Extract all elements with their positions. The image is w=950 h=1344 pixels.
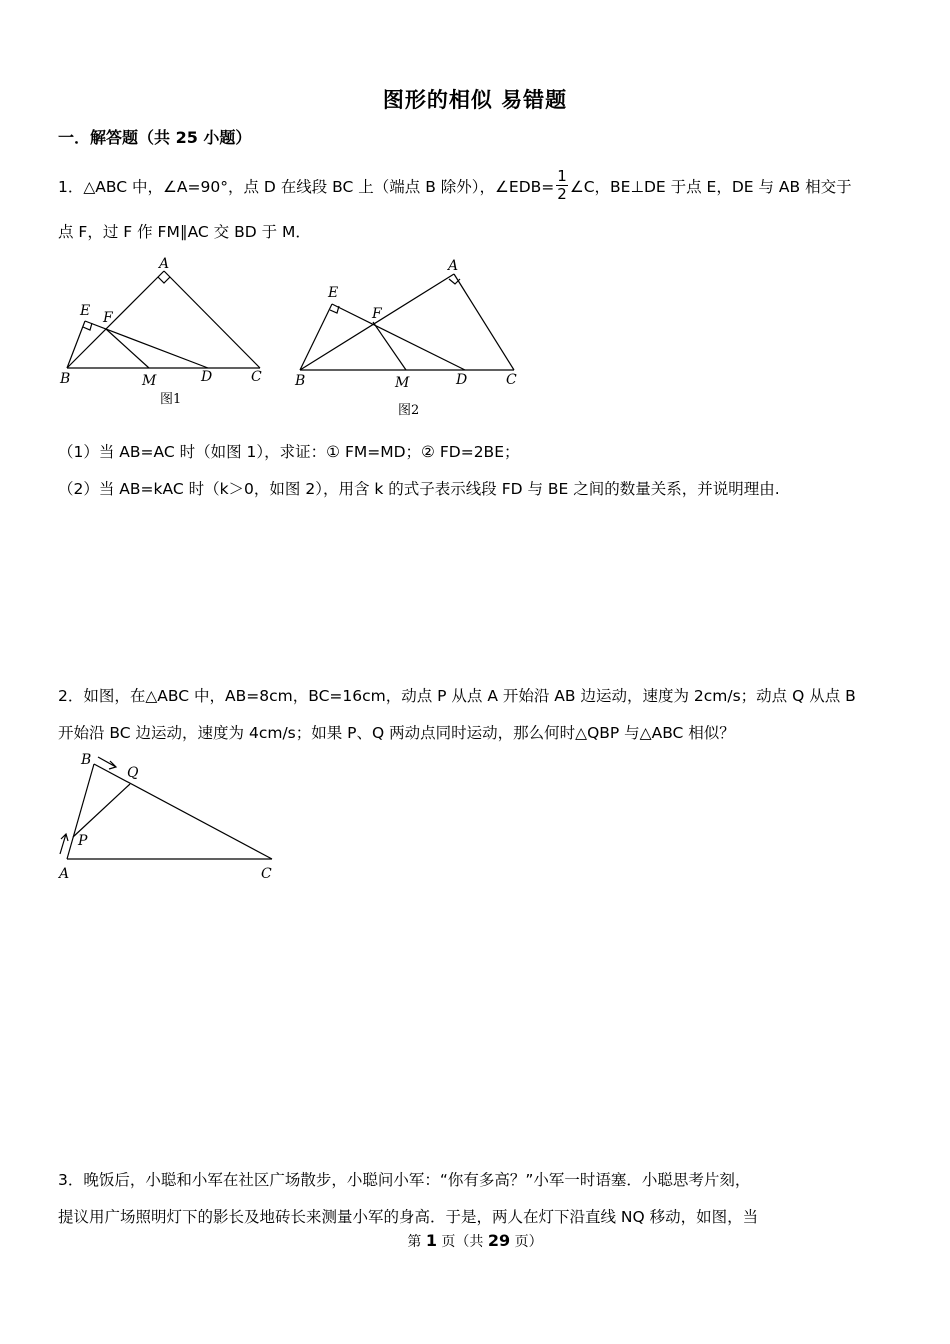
label-E: E <box>80 303 91 319</box>
q3-line2: 提议用广场照明灯下的影长及地砖长来测量小军的身高．于是，两人在灯下沿直线 NQ 移动，如图，当 <box>58 1208 759 1226</box>
q1-figure-2 <box>292 252 532 422</box>
label-B: B <box>81 752 92 768</box>
segment-BE <box>67 321 85 368</box>
q1-line2: 点 F，过 F 作 FM∥AC 交 BD 于 M． <box>58 223 311 241</box>
label-F: F <box>372 306 382 322</box>
label-P: P <box>78 833 88 849</box>
label-B: B <box>60 371 71 387</box>
segment-FM <box>373 322 406 370</box>
fraction-numerator: 1 <box>557 167 567 185</box>
label-C: C <box>506 372 517 388</box>
label-C: C <box>261 866 272 882</box>
segment-AC <box>454 274 514 370</box>
label-A: A <box>59 866 70 882</box>
q2-line1: 2．如图，在△ABC 中，AB=8cm，BC=16cm，动点 P 从点 A 开始沿 AB 边运动，速度为 2cm/s；动点 Q 从点 B <box>58 687 856 705</box>
segment-BA <box>67 271 164 368</box>
label-A: A <box>159 256 170 272</box>
current-page-number: 1 <box>425 1231 437 1250</box>
section-heading: 一．解答题（共 25 小题） <box>58 128 252 147</box>
q2-figure <box>52 748 287 888</box>
figure-1-caption: 图1 <box>160 392 182 407</box>
footer-middle: 页（共 <box>436 1234 488 1250</box>
page-title: 图形的相似 易错题 <box>382 88 568 112</box>
q1-figure-1 <box>58 252 273 412</box>
q1-subquestion-2: （2）当 AB=kAC 时（k＞0，如图 2），用含 k 的式子表示线段 FD 与 BE 之间的数量关系，并说明理由. <box>58 480 780 498</box>
q2-line2: 开始沿 BC 边运动，速度为 4cm/s；如果 P、Q 两动点同时运动，那么何时△QBP 与△ABC 相似？ <box>58 724 735 742</box>
fraction-denominator: 2 <box>557 185 567 203</box>
total-pages: 29 <box>487 1231 511 1250</box>
label-Q: Q <box>127 765 139 781</box>
segment-AC <box>164 271 260 368</box>
label-C: C <box>251 369 262 385</box>
segment-FM <box>106 329 149 368</box>
arrow-icon-A-to-P <box>60 834 68 854</box>
segment-ED <box>85 321 208 368</box>
right-angle-mark-A <box>158 277 170 283</box>
label-B: B <box>295 373 306 389</box>
label-E: E <box>328 285 339 301</box>
footer-suffix: 页） <box>510 1234 543 1250</box>
q1-text-suffix: ∠C，BE⊥DE 于点 E，DE 与 AB 相交于 <box>569 178 852 196</box>
label-A: A <box>448 258 459 274</box>
figure-2-caption: 图2 <box>398 403 420 418</box>
half-fraction <box>556 168 568 203</box>
label-M: M <box>142 373 157 389</box>
segment-PQ <box>73 784 130 837</box>
page-footer <box>0 1231 950 1251</box>
q1-line1 <box>58 167 852 205</box>
q1-text-prefix: 1．△ABC 中，∠A=90°，点 D 在线段 BC 上（端点 B 除外），∠EDB= <box>58 178 555 196</box>
q1-subquestion-1: （1）当 AB=AC 时（如图 1），求证：① FM=MD；② FD=2BE； <box>58 443 520 461</box>
label-F: F <box>103 310 113 326</box>
label-D: D <box>456 372 468 388</box>
segment-BC <box>94 764 272 859</box>
label-D: D <box>201 369 213 385</box>
label-M: M <box>395 375 410 391</box>
q3-line1: 3．晚饭后，小聪和小军在社区广场散步，小聪问小军：“你有多高？”小军一时语塞．小聪思考片刻， <box>58 1171 751 1189</box>
footer-prefix: 第 <box>407 1234 426 1250</box>
